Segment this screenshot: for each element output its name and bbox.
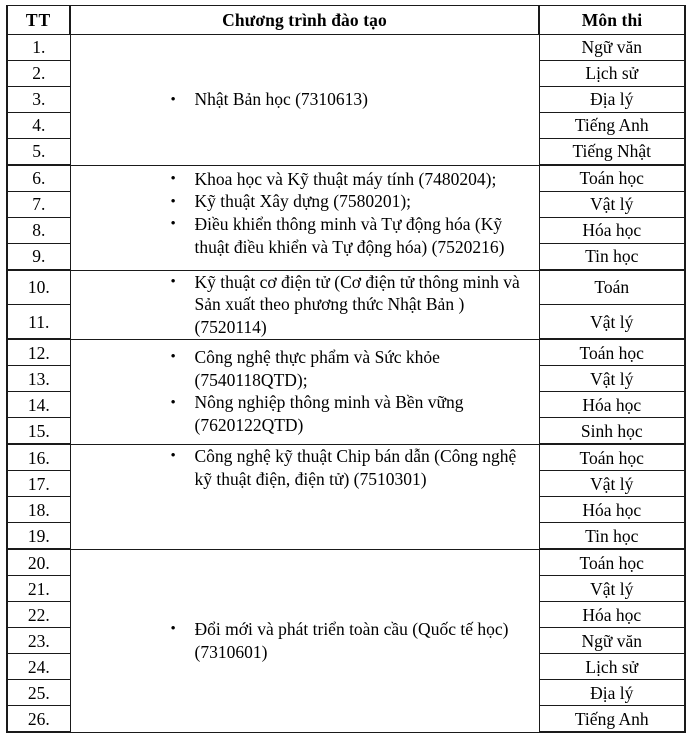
program-list	[71, 445, 539, 491]
bullet-icon: •	[170, 216, 176, 233]
exam-subject-cell: Toán học	[539, 339, 685, 366]
exam-subject-cell: Ngữ văn	[539, 628, 685, 654]
program-name: Công nghệ kỹ thuật Chip bán dẫn (Công nghệ kỹ thuật điện, điện tử) (7510301)	[194, 445, 517, 489]
program-list	[71, 618, 539, 664]
exam-subject-cell: Vật lý	[539, 192, 685, 218]
program-name: Nhật Bản học (7310613)	[194, 89, 369, 110]
bullet-icon: •	[170, 349, 176, 366]
table-header	[7, 6, 685, 35]
row-index-cell: 14.	[7, 392, 70, 418]
row-index-cell: 6.	[7, 165, 70, 192]
bullet-icon: •	[170, 273, 176, 290]
exam-subject-cell: Vật lý	[539, 471, 685, 497]
bullet-icon: •	[170, 91, 176, 108]
row-index-cell: 5.	[7, 139, 70, 166]
exam-subject-cell: Toán học	[539, 549, 685, 576]
row-index-cell: 1.	[7, 35, 70, 61]
program-list-item	[71, 618, 533, 664]
program-list	[71, 271, 539, 339]
bullet-icon: •	[170, 170, 176, 187]
bullet-icon: •	[170, 394, 176, 411]
exam-subject-cell: Địa lý	[539, 680, 685, 706]
column-header-tt: TT	[7, 6, 70, 35]
bullet-icon: •	[170, 193, 176, 210]
exam-subject-cell: Toán học	[539, 165, 685, 192]
exam-subject-cell: Toán học	[539, 444, 685, 471]
program-list	[71, 346, 539, 437]
row-index-cell: 7.	[7, 192, 70, 218]
exam-subject-cell: Tiếng Anh	[539, 113, 685, 139]
table-row	[7, 165, 685, 192]
program-name: Khoa học và Kỹ thuật máy tính (7480204);	[194, 168, 497, 189]
program-list-item	[71, 168, 533, 191]
exam-subject-cell: Địa lý	[539, 87, 685, 113]
program-group-cell	[70, 444, 539, 549]
program-name: Kỹ thuật Xây dựng (7580201);	[194, 191, 412, 212]
row-index-cell: 9.	[7, 244, 70, 271]
column-header-subject: Môn thi	[539, 6, 685, 35]
program-group-cell	[70, 549, 539, 732]
row-index-cell: 3.	[7, 87, 70, 113]
program-list-item	[71, 271, 533, 339]
exam-subject-cell: Sinh học	[539, 418, 685, 445]
program-list-item	[71, 213, 533, 259]
program-group-cell	[70, 165, 539, 270]
exam-subject-cell: Vật lý	[539, 305, 685, 340]
table-row	[7, 35, 685, 61]
table-row	[7, 444, 685, 471]
admission-exam-subjects-table	[6, 5, 686, 733]
header-row	[7, 6, 685, 35]
table-row	[7, 339, 685, 366]
row-index-cell: 18.	[7, 497, 70, 523]
program-list	[71, 88, 539, 111]
exam-subject-cell: Hóa học	[539, 218, 685, 244]
bullet-icon: •	[170, 621, 176, 638]
program-name: Kỹ thuật cơ điện tử (Cơ điện tử thông minh và Sản xuất theo phương thức Nhật Bản ) (7520114)	[194, 271, 520, 337]
exam-subject-cell: Lịch sử	[539, 654, 685, 680]
program-list-item	[71, 346, 533, 392]
program-group-cell	[70, 270, 539, 339]
row-index-cell: 19.	[7, 523, 70, 550]
exam-subject-cell: Ngữ văn	[539, 35, 685, 61]
row-index-cell: 12.	[7, 339, 70, 366]
program-name: Đổi mới và phát triển toàn cầu (Quốc tế học) (7310601)	[194, 619, 509, 662]
row-index-cell: 21.	[7, 576, 70, 602]
row-index-cell: 4.	[7, 113, 70, 139]
table-body	[7, 35, 685, 733]
row-index-cell: 25.	[7, 680, 70, 706]
exam-subject-cell: Tiếng Nhật	[539, 139, 685, 166]
row-index-cell: 11.	[7, 305, 70, 340]
program-name: Công nghệ thực phẩm và Sức khỏe (7540118QTD);	[194, 346, 440, 390]
row-index-cell: 17.	[7, 471, 70, 497]
exam-subject-cell: Hóa học	[539, 497, 685, 523]
program-group-cell	[70, 339, 539, 444]
row-index-cell: 13.	[7, 366, 70, 392]
table-row	[7, 270, 685, 305]
exam-subject-cell: Tin học	[539, 523, 685, 550]
bullet-icon: •	[170, 448, 176, 465]
exam-subject-cell: Tiếng Anh	[539, 706, 685, 733]
program-name: Nông nghiệp thông minh và Bền vững (7620122QTD)	[194, 392, 464, 435]
row-index-cell: 24.	[7, 654, 70, 680]
table-row	[7, 549, 685, 576]
program-list-item	[71, 445, 533, 491]
row-index-cell: 16.	[7, 444, 70, 471]
program-list-item	[71, 88, 533, 111]
program-name: Điều khiển thông minh và Tự động hóa (Kỹ thuật điều khiển và Tự động hóa) (7520216)	[194, 214, 505, 257]
program-list-item	[71, 391, 533, 437]
exam-subject-cell: Vật lý	[539, 366, 685, 392]
row-index-cell: 26.	[7, 706, 70, 733]
row-index-cell: 20.	[7, 549, 70, 576]
row-index-cell: 2.	[7, 61, 70, 87]
column-header-program: Chương trình đào tạo	[70, 6, 539, 35]
row-index-cell: 15.	[7, 418, 70, 445]
exam-subject-cell: Hóa học	[539, 602, 685, 628]
exam-subject-cell: Tin học	[539, 244, 685, 271]
row-index-cell: 10.	[7, 270, 70, 305]
exam-subject-cell: Vật lý	[539, 576, 685, 602]
row-index-cell: 22.	[7, 602, 70, 628]
program-list	[71, 168, 539, 259]
program-group-cell	[70, 35, 539, 166]
row-index-cell: 8.	[7, 218, 70, 244]
exam-subject-cell: Lịch sử	[539, 61, 685, 87]
row-index-cell: 23.	[7, 628, 70, 654]
exam-subject-cell: Hóa học	[539, 392, 685, 418]
exam-subject-cell: Toán	[539, 270, 685, 305]
program-list-item	[71, 190, 533, 213]
